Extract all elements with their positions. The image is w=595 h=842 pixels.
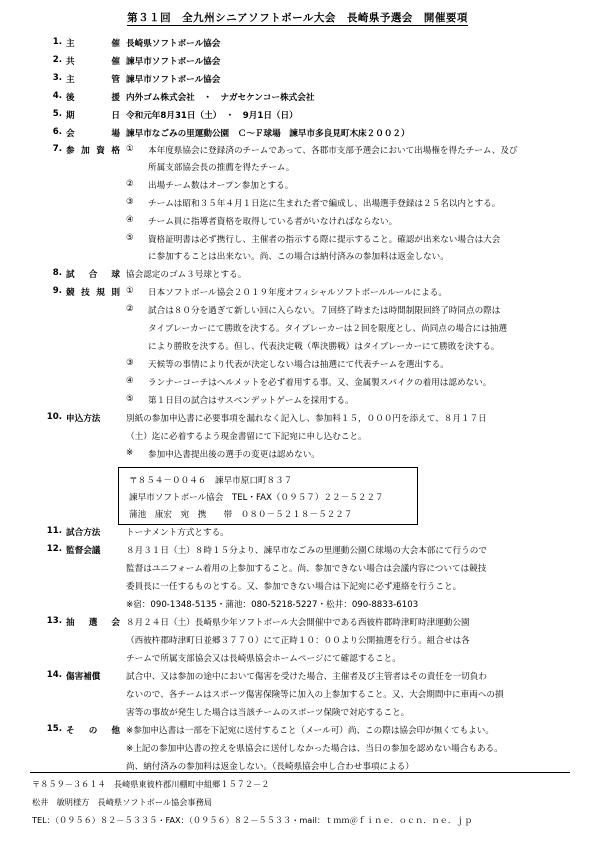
footer-office: 松井 敏明様方 長崎県ソフトボール協会事務局 bbox=[32, 797, 212, 807]
item-number: 4. bbox=[52, 91, 62, 101]
sub-mark: ② bbox=[126, 304, 134, 314]
document-title bbox=[0, 10, 595, 25]
mail-association-phone: 諫早市ソフトボール協会 TEL・FAX（０９５７）２２－５２２７ bbox=[129, 493, 384, 503]
item-label: 期 日 bbox=[66, 111, 120, 121]
item-text: 諫早市ソフトボール協会 bbox=[126, 75, 221, 85]
item-text: （土）迄に必着するよう現金書留にて下記宛に申し込むこと。 bbox=[126, 432, 367, 442]
sub-text: 資格証明書は必ず携行し、主催者の指示する際に提示すること。確認が出来ない場合は大会 bbox=[148, 235, 501, 245]
item-text: 内外ゴム株式会社 ・ ナガセケンコー株式会社 bbox=[126, 93, 315, 103]
sub-text: 日本ソフトボール協会２０１９年度オフィシャルソフトボールルールによる。 bbox=[148, 288, 447, 298]
item-label: 参加資格 bbox=[66, 146, 120, 156]
item-text: 令和元年8月31日（土） ・ 9月1日（日） bbox=[126, 111, 298, 121]
item-text: 尚、納付済みの参加料は返金しない。（長崎県協会申し合わせ事項による） bbox=[126, 762, 414, 772]
item-label: 試合方法 bbox=[66, 528, 101, 538]
sub-mark: ⑤ bbox=[126, 233, 134, 243]
item-label: 抽 選 会 bbox=[66, 618, 120, 628]
item-text: 諫早市なごみの里運動公園 Ｃ～Ｆ球場 諫早市多良見町木床２００２） bbox=[126, 129, 410, 139]
item-number: 11. bbox=[46, 526, 62, 536]
sub-mark: ⑤ bbox=[126, 394, 134, 404]
sub-text: チームは昭和３５年４月１日迄に生まれた者で編成し、出場選手登録は２５名以内とする。 bbox=[148, 199, 501, 209]
item-number: 13. bbox=[46, 616, 62, 626]
item-number: 15. bbox=[46, 724, 62, 734]
item-label: 試 合 球 bbox=[66, 270, 120, 280]
item-label: 共 催 bbox=[66, 57, 120, 67]
sub-mark: ② bbox=[126, 179, 134, 189]
item-label: 主 催 bbox=[66, 39, 120, 49]
item-label: 競技規則 bbox=[66, 288, 120, 298]
footer-contact: TEL：（０９５６）８２－５３３５・FAX：（０９５６）８２－５５３３・mail：ｔｍｍ＠ｆｉｎｅ．ｏｃｎ．ｎｅ．ｊｐ bbox=[32, 815, 473, 825]
item-text: 試合中、又は参加の途中において傷害を受けた場合、主催者及び主管者はその責任を一切負わ bbox=[126, 672, 487, 682]
sub-text: 所属支部協会長の推薦を得たチーム。 bbox=[148, 163, 295, 173]
item-number: 7. bbox=[52, 144, 62, 154]
sub-text: チーム員に指導者資格を取得している者がいなければならない。 bbox=[148, 217, 398, 227]
item-label: 主 管 bbox=[66, 75, 120, 85]
item-text: ないので、各チームはスポーツ傷害保険等に加入の上参加すること。又、大会期間中に車両への損 bbox=[126, 690, 504, 700]
item-label: 会 場 bbox=[66, 129, 120, 139]
sub-text: 出場チーム数はオープン参加とする。 bbox=[148, 181, 294, 191]
item-text: ※宿：090-1348-5135・蒲池：080-5218-5227・松井：090-8833-6103 bbox=[126, 600, 419, 610]
sub-mark: ③ bbox=[126, 197, 134, 207]
sub-text: 天候等の事情により代表が決定しない場合は抽選にて代表チームを選出する。 bbox=[148, 360, 449, 370]
item-text: チームで所属支部協会又は長崎県協会ホームページにて確認すること。 bbox=[126, 654, 401, 664]
note-text: 参加申込書提出後の選手の変更は認めない。 bbox=[148, 450, 320, 460]
item-number: 5. bbox=[52, 109, 62, 119]
item-number: 10. bbox=[46, 412, 62, 422]
item-label: 申込方法 bbox=[66, 414, 101, 424]
item-number: 6. bbox=[52, 127, 62, 137]
item-label: 傷害補償 bbox=[66, 672, 101, 682]
sub-text: により勝敗を決する。但し、代表決定戦（準決勝戦）はタイブレーカーにて勝敗を決する。 bbox=[148, 342, 500, 352]
item-number: 9. bbox=[52, 286, 62, 296]
item-text: 別紙の参加申込書に必要事項を漏れなく記入し、参加料１５，０００円を添えて、８月１７日 bbox=[126, 414, 487, 424]
sub-mark: ③ bbox=[126, 358, 134, 368]
sub-text: ランナーコーチはヘルメットを必ず着用する事。又、金属製スパイクの着用は認めない。 bbox=[148, 378, 492, 388]
item-number: 12. bbox=[46, 544, 62, 554]
item-number: 2. bbox=[52, 55, 62, 65]
mail-contact: 蒲池 康宏 宛 携 帯 ０８０－５２１８－５２２７ bbox=[129, 510, 353, 520]
item-number: 1. bbox=[52, 37, 62, 47]
sub-mark: ① bbox=[126, 144, 134, 154]
item-text: 監督はユニフォーム着用の上参加すること。尚、参加できない場合は会議内容については競技 bbox=[126, 564, 487, 574]
item-label: 監督会議 bbox=[66, 546, 101, 556]
sub-mark: ④ bbox=[126, 376, 134, 386]
item-text: 協会認定のゴム３号球とする。 bbox=[126, 270, 247, 280]
item-number: 14. bbox=[46, 670, 62, 680]
item-number: 8. bbox=[52, 268, 62, 278]
item-text: ※上記の参加申込書の控えを県協会に送付しなかった場合は、当日の参加を認めない場合もある。 bbox=[126, 744, 503, 754]
sub-text: に参加することは出来ない。尚、この場合は納付済みの参加料は返金しない。 bbox=[148, 252, 449, 262]
sub-text: 試合は８０分を過ぎて新しい回に入らない。７回終了時または時間制限回終了時同点の際は bbox=[148, 306, 501, 316]
item-text: 委員長に一任するものとする。又、参加できない場合は下記宛に必ず連絡を行うこと。 bbox=[126, 582, 462, 592]
mailing-address-box bbox=[118, 467, 418, 525]
footer-address: 〒８５９－３６１４ 長崎県東彼杵郡川棚町中組郷１５７２－２ bbox=[32, 779, 270, 789]
item-number: 3. bbox=[52, 73, 62, 83]
item-text: （西彼杵郡時津町日並郷３７７０）にて正時１０：００より公開抽選を行う。組合せは各 bbox=[126, 636, 470, 646]
sub-text: 本年度県協会に登録済のチームであって、各郡市支部予選会において出場権を得たチーム、及び bbox=[148, 146, 518, 156]
item-text: トーナメント方式とする。 bbox=[126, 528, 229, 538]
sub-mark: ① bbox=[126, 286, 134, 296]
item-text: ８月３１日（土）８時１５分より、諫早市なごみの里運動公園Ｃ球場の大会本部にて行うので bbox=[126, 546, 487, 556]
sub-mark: ④ bbox=[126, 215, 134, 225]
item-text: 害等の事故が発生した場合は当該チームのスポーツ保険で対応すること。 bbox=[126, 708, 410, 718]
item-text: ８月２４日（土）長崎県少年ソフトボール大会開催中である西彼杵郡時津町時津運動公園 bbox=[126, 618, 470, 628]
item-text: 諫早市ソフトボール協会 bbox=[126, 57, 221, 67]
sub-text: タイブレーカーにて勝敗を決する。タイブレーカーは２回を限度とし、尚同点の場合には抽選 bbox=[148, 324, 508, 334]
item-text: ※参加申込書は一部を下記宛に送付すること（メール可）尚、この際は協会印が無くてもよい。 bbox=[126, 726, 494, 736]
mail-address: 〒８５４－００４６ 諫早市原口町８３７ bbox=[129, 476, 293, 486]
title-text: 第３１回 全九州シニアソフトボール大会 長崎県予選会 開催要項 bbox=[127, 12, 468, 24]
footer-divider bbox=[30, 772, 570, 773]
item-label: 後 援 bbox=[66, 93, 120, 103]
item-text: 長崎県ソフトボール協会 bbox=[126, 39, 221, 49]
note-mark: ※ bbox=[126, 448, 134, 458]
sub-text: 第１日目の試合はサスペンデットゲームを採用する。 bbox=[148, 396, 354, 406]
item-label: そ の 他 bbox=[66, 726, 120, 736]
